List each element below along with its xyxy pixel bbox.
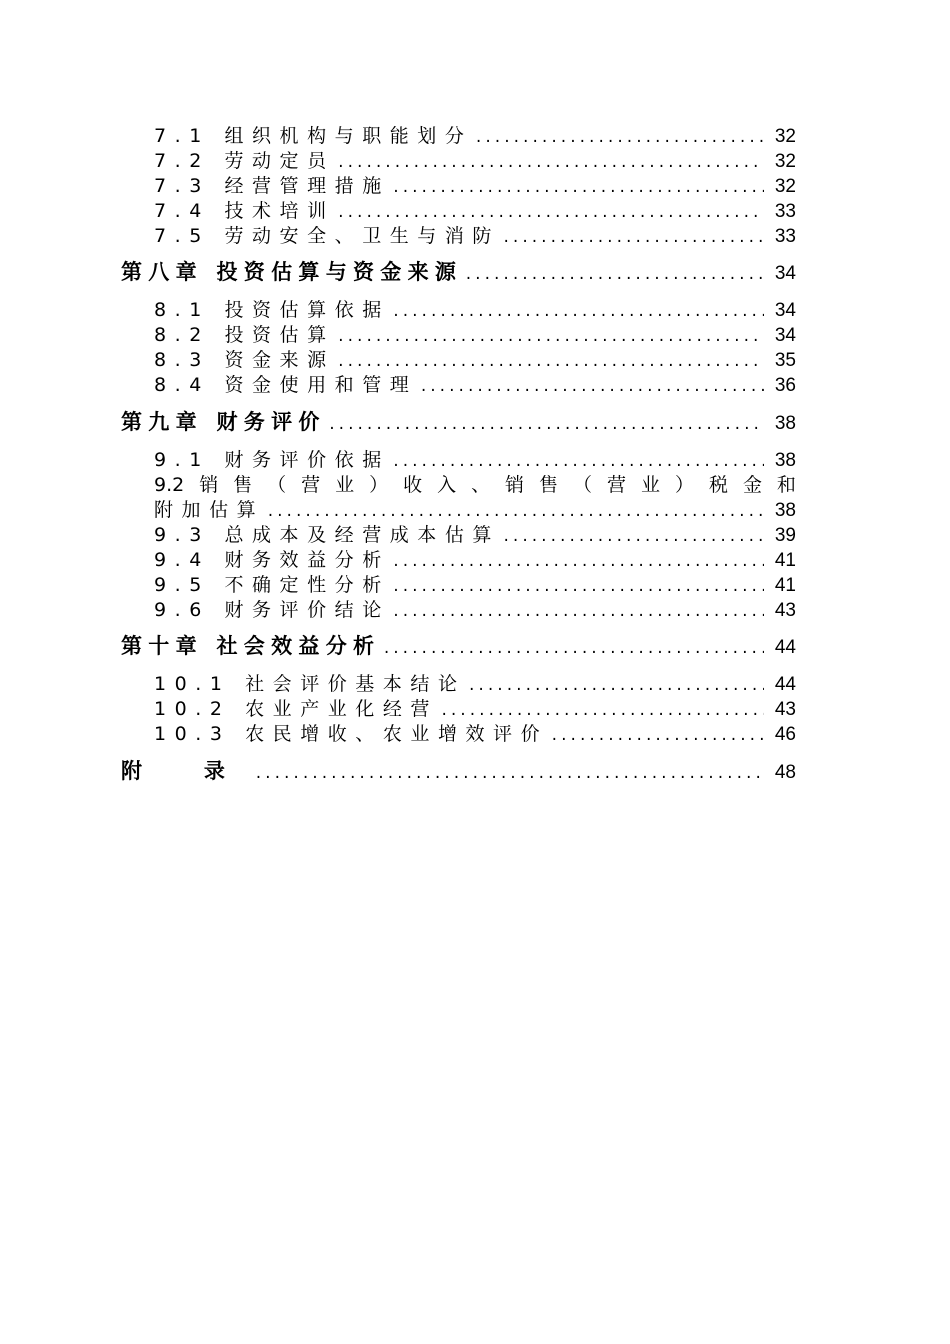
toc-chapter-title: 第八章 投资估算与资金来源 <box>121 260 463 284</box>
toc-entry-char: 业 <box>640 474 660 496</box>
toc-entry-8-1[interactable] <box>154 297 796 323</box>
toc-entry-7-5[interactable] <box>154 223 796 249</box>
toc-chapter-title: 附 录 <box>121 759 253 783</box>
toc-entry-7-1[interactable] <box>154 123 796 149</box>
dot-leader <box>328 412 764 438</box>
toc-entry-page: 32 <box>774 151 796 172</box>
toc-chapter-title: 第十章 社会效益分析 <box>121 634 381 658</box>
dot-leader <box>419 374 764 400</box>
toc-entry-title: 8.2 投资估算 <box>154 324 335 346</box>
toc-entry-char: 入 <box>437 474 457 496</box>
toc-entry-char: （ <box>573 474 593 496</box>
dot-leader <box>550 723 764 749</box>
toc-entry-10-2[interactable] <box>154 696 796 722</box>
toc-entry-title: 8.3 资金来源 <box>154 349 335 371</box>
toc-entry-page: 43 <box>774 699 796 720</box>
toc-entry-title: 7.4 技术培训 <box>154 200 335 222</box>
toc-entry-8-2[interactable] <box>154 322 796 348</box>
toc-entry-char: 售 <box>233 474 253 496</box>
toc-appendix[interactable] <box>121 758 796 784</box>
dot-leader <box>464 262 764 288</box>
toc-entry-char: 售 <box>539 474 559 496</box>
toc-entry-9-1[interactable] <box>154 447 796 473</box>
toc-entry-9-2-line2[interactable] <box>154 497 796 523</box>
toc-chapter-page: 48 <box>774 762 796 783</box>
toc-entry-page: 36 <box>774 375 796 396</box>
toc-entry-page: 32 <box>774 176 796 197</box>
toc-entry-page: 34 <box>774 325 796 346</box>
toc-entry-title: 7.2 劳动定员 <box>154 150 335 172</box>
toc-chapter-9[interactable] <box>121 409 796 435</box>
toc-entry-char: ） <box>674 474 694 496</box>
toc-entry-title: 9.4 财务效益分析 <box>154 549 390 571</box>
toc-entry-char: 销 <box>505 474 525 496</box>
toc-entry-10-3[interactable] <box>154 721 796 747</box>
toc-entry-char: 销 <box>199 474 219 496</box>
toc-entry-7-4[interactable] <box>154 198 796 224</box>
dot-leader <box>502 225 764 251</box>
toc-entry-title: 8.1 投资估算依据 <box>154 299 390 321</box>
toc-entry-title: 9.3 总成本及经营成本估算 <box>154 524 500 546</box>
toc-chapter-page: 38 <box>774 413 796 434</box>
toc-entry-char: 9.2 <box>154 474 185 496</box>
toc-entry-title: 7.5 劳动安全、卫生与消防 <box>154 225 500 247</box>
toc-chapter-page: 44 <box>774 637 796 658</box>
toc-entry-page: 35 <box>774 350 796 371</box>
toc-entry-page: 46 <box>774 724 796 745</box>
toc-entry-8-3[interactable] <box>154 347 796 373</box>
toc-entry-char: 收 <box>403 474 423 496</box>
toc-entry-page: 43 <box>774 600 796 621</box>
toc-entry-9-2-line1[interactable] <box>154 472 796 498</box>
toc-entry-title: 9.6 财务评价结论 <box>154 599 390 621</box>
toc-entry-char: 业 <box>335 474 355 496</box>
toc-entry-char: 和 <box>776 474 796 496</box>
toc-entry-title: 10.2 农业产业化经营 <box>154 698 438 720</box>
toc-entry-9-3[interactable] <box>154 522 796 548</box>
toc-chapter-10[interactable] <box>121 633 796 659</box>
toc-entry-page: 39 <box>774 525 796 546</box>
toc-entry-char: 营 <box>607 474 627 496</box>
toc-entry-7-2[interactable] <box>154 148 796 174</box>
toc-entry-title: 附加估算 <box>154 499 265 521</box>
toc-entry-page: 32 <box>774 126 796 147</box>
toc-entry-9-4[interactable] <box>154 547 796 573</box>
toc-entry-9-5[interactable] <box>154 572 796 598</box>
toc-chapter-page: 34 <box>774 263 796 284</box>
toc-entry-9-6[interactable] <box>154 597 796 623</box>
toc-entry-char: （ <box>267 474 287 496</box>
toc-entry-page: 33 <box>774 201 796 222</box>
toc-entry-page: 38 <box>774 500 796 521</box>
toc-entry-char: 、 <box>471 474 491 496</box>
toc-entry-page: 34 <box>774 300 796 321</box>
toc-entry-title: 10.1 社会评价基本结论 <box>154 673 466 695</box>
toc-chapter-8[interactable] <box>121 259 796 285</box>
toc-entry-8-4[interactable] <box>154 372 796 398</box>
dot-leader <box>382 636 764 662</box>
dot-leader <box>392 599 764 625</box>
toc-entry-title: 7.1 组织机构与职能划分 <box>154 125 473 147</box>
toc-entry-char: 金 <box>742 474 762 496</box>
toc-entry-title: 9.5 不确定性分析 <box>154 574 390 596</box>
toc-entry-page: 33 <box>774 226 796 247</box>
toc-entry-char: 营 <box>301 474 321 496</box>
toc-entry-title: 9.1 财务评价依据 <box>154 449 390 471</box>
toc-chapter-title: 第九章 财务评价 <box>121 410 326 434</box>
toc-entry-page: 38 <box>774 450 796 471</box>
toc-entry-page: 41 <box>774 575 796 596</box>
toc-entry-10-1[interactable] <box>154 671 796 697</box>
toc-entry-page: 41 <box>774 550 796 571</box>
toc-entry-char: 税 <box>708 474 728 496</box>
toc-entry-page: 44 <box>774 674 796 695</box>
dot-leader <box>254 761 764 787</box>
toc-entry-title: 10.3 农民增收、农业增效评价 <box>154 723 549 745</box>
toc-entry-title: 8.4 资金使用和管理 <box>154 374 418 396</box>
toc-entry-7-3[interactable] <box>154 173 796 199</box>
toc-entry-title: 7.3 经营管理措施 <box>154 175 390 197</box>
toc-entry-char: ） <box>369 474 389 496</box>
